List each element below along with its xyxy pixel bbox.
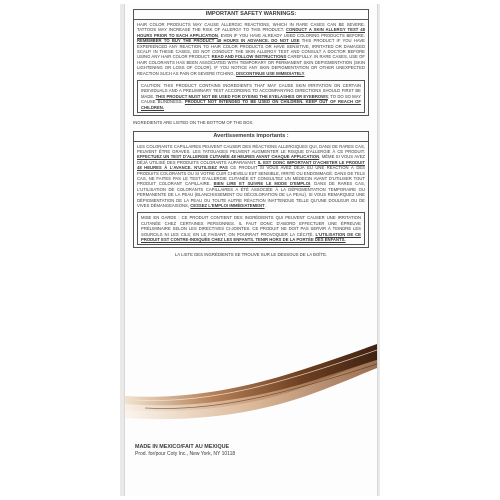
french-caution-box: MISE EN GARDE : CE PRODUIT CONTIENT DES INGRÉDIENTS QUI PEUVENT CAUSER UNE IRRITATION CUTANÉE CHEZ CERTAINES PERSONNES. IL FAUT DONC D'ABORD EFFECTUER UNE ÉPREUVE PRÉLIMINAIRE SELON LES DIRECTIVES CI-JOINTES. CE PRODUIT NE DOIT PAS SERVIR À TEINDRE LES SOURCILS NI LES CILS; EN LE FAISANT, ON POURRAIT PROVOQUER LA CÉCITÉ. L'UTILISATION DE CE PRODUIT EST CONTRE-INDIQUÉE CHEZ LES ENFANTS. TENIR HORS DE LA PORTÉE DES ENFANTS. bbox=[137, 212, 365, 245]
english-warnings-box bbox=[133, 9, 369, 116]
french-warnings-box bbox=[133, 131, 369, 249]
french-ingredients-note: LA LISTE DES INGRÉDIENTS SE TROUVE SUR LE DESSOUS DE LA BOÎTE. bbox=[174, 252, 328, 258]
hair-swoosh-graphic bbox=[125, 334, 377, 424]
english-caution-box: CAUTION: THIS PRODUCT CONTAINS INGREDIENTS THAT MAY CAUSE SKIN IRRITATION ON CERTAIN INDIVIDUALS AND A PRELIMINARY TEST ACCORDING TO ACCOMPANYING DIRECTIONS SHOULD FIRST BE MADE. THIS PRODUCT MUST NOT BE USED FOR DYEING THE EYELASHES OR EYEBROWS; TO DO SO MAY CAUSE BLINDNESS. PRODUCT NOT INTENDED TO BE USED ON CHILDREN. KEEP OUT OF REACH OF CHILDREN. bbox=[137, 80, 365, 113]
producer-text: Prod. for/pour Coty Inc., New York, NY 10118 bbox=[135, 451, 236, 457]
box-footer bbox=[135, 444, 235, 458]
english-warnings-text: HAIR COLOR PRODUCTS MAY CAUSE ALLERGIC REACTIONS, WHICH IN RARE CASES CAN BE SEVERE. TATTOOS MAY INCREASE THE RISK OF ALLERGY TO THIS PRODUCT. CONDUCT A SKIN ALLERGY TEST 48 HOURS PRIOR TO EACH APPLICATION, EVEN IF YOU HAVE ALREADY USED COLORING PRODUCTS BEFORE. REMEMBER TO BUY THE PRODUCT 48 HOURS IN ADVANCE. DO NOT USE THIS PRODUCT IF YOU HAVE EXPERIENCED ANY REACTION TO HAIR COLOR PRODUCTS OR HAVE SENSITIVE, IRRITATED OR DAMAGED SCALP. IN THESE CASES, DO NOT CONDUCT THE SKIN ALLERGY TEST AND CONSULT A DOCTOR BEFORE USING ANY HAIR COLOR PRODUCT. READ AND FOLLOW INSTRUCTIONS CAREFULLY. IN RARE CASES, USE OF HAIR COLORANTS HAS BEEN ASSOCIATED WITH TEMPORARY OR PERMANENT SKIN DEPIGMENTATION (SKIN LIGHTENING OR LOSS OF COLOR). IF YOU NOTICE ANY SKIN DEPIGMENTATION OR OTHER UNEXPECTED REACTION SUCH AS PAIN OR SEVERE ITCHING, DISCONTINUE USE IMMEDIATELY. bbox=[137, 22, 365, 76]
english-warnings-title: IMPORTANT SAFETY WARNINGS: bbox=[134, 11, 368, 20]
warnings-content bbox=[133, 9, 369, 263]
french-warnings-text: LES COLORANTS CAPILLAIRES PEUVENT CAUSER DES RÉACTIONS ALLERGIQUES QUI, DANS DE RARES CAS, PEUVENT ÊTRE GRAVES. LES TATOUAGES PEUVENT AUGMENTER LE RISQUE D'ALLERGIE À CE PRODUIT. EFFECTUEZ UN TEST D'ALLERGIE CUTANÉE 48 HEURES AVANT CHAQUE APPLICATION, MÊME SI VOUS AVEZ DÉJÀ UTILISÉ DES PRODUITS COLORANTS AUPARAVANT. IL EST DONC IMPORTANT D'ACHETER LE PRODUIT 48 HEURES À L'AVANCE. N'UTILISEZ PAS CE PRODUIT SI VOUS AVEZ DÉJÀ EU UNE RÉACTION À DES PRODUITS COLORANTS OU SI VOTRE CUIR CHEVELU EST SENSIBLE, IRRITÉ OU ENDOMMAGÉ. DANS DE TELS CAS, NE FAITES PAS LE TEST D'ALLERGIE CUTANÉE ET CONSULTEZ UN MÉDECIN AVANT D'UTILISER TOUT PRODUIT COLORANT CAPILLAIRE. BIEN LIRE ET SUIVRE LE MODE D'EMPLOI. DANS DE RARES CAS, L'UTILISATION DE COLORANTS CAPILLAIRES A ÉTÉ ASSOCIÉE À LA DÉPIGMENTATION TEMPORAIRE OU PERMANENTE DE LA PEAU (BLANCHISSEMENT OU DÉCOLORATION DE LA PEAU). SI VOUS REMARQUEZ UNE DÉPIGMENTATION DE LA PEAU OU TOUTE AUTRE RÉACTION INATTENDUE TELLE QU'UNE DOULEUR OU DE VIVES DÉMANGEAISONS, CESSEZ L'EMPLOI IMMÉDIATEMENT. bbox=[137, 143, 365, 208]
french-warnings-title: Avertissements importants : bbox=[134, 133, 368, 142]
box-side-panel bbox=[124, 4, 378, 496]
english-ingredients-note: INGREDIENTS ARE LISTED ON THE BOTTOM OF THE BOX. bbox=[133, 120, 254, 126]
made-in-text: MADE IN MEXICO/FAIT AU MEXIQUE bbox=[135, 444, 230, 450]
